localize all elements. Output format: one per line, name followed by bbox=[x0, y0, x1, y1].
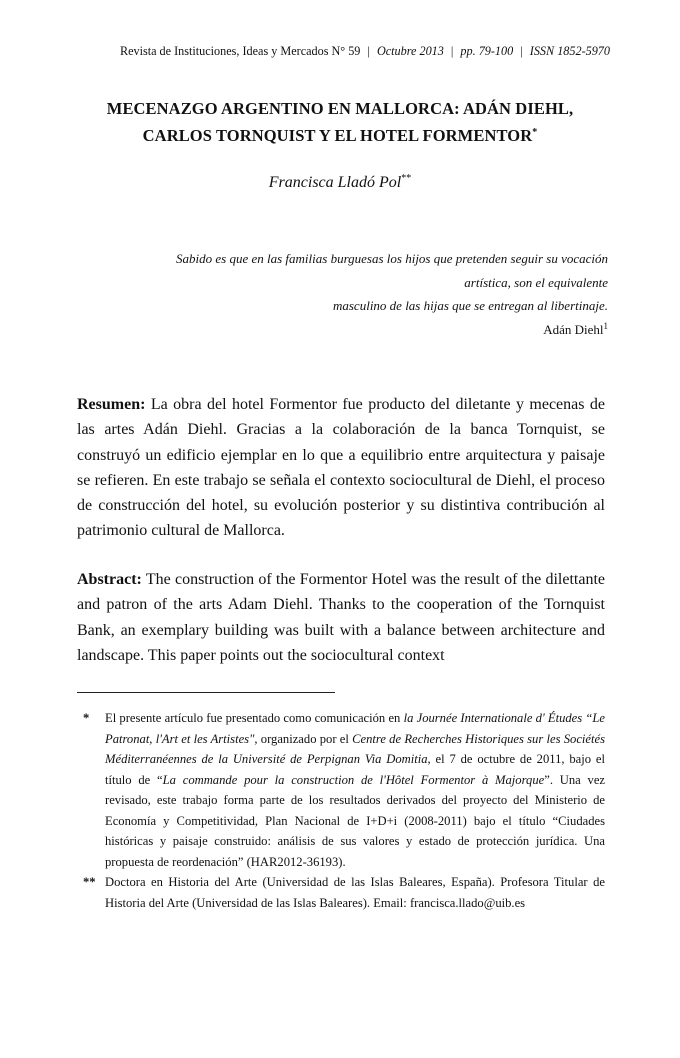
page-range: pp. 79-100 bbox=[460, 44, 514, 58]
footnote-text-run: El presente artículo fue presentado como comunicación en bbox=[105, 711, 404, 725]
title-line-1: MECENAZGO ARGENTINO EN MALLORCA: ADÁN DIEHL, bbox=[106, 99, 574, 118]
abstract-label: Abstract: bbox=[77, 571, 142, 588]
footnote-text bbox=[105, 872, 605, 913]
epigraph-attribution bbox=[100, 318, 608, 342]
issn: ISSN 1852-5970 bbox=[529, 44, 610, 58]
resumen-paragraph bbox=[77, 392, 605, 544]
epigraph-line-3: masculino de las hijas que se entregan al libertinaje. bbox=[332, 298, 608, 313]
footnote-italic-run: La commande pour la construction de l'Hôtel Formentor à Majorque bbox=[162, 772, 545, 787]
author-byline bbox=[70, 174, 610, 192]
header-separator: | bbox=[450, 44, 454, 58]
footnote-italic-run: la Journée Internationale d' Études “Le Patronat, l'Art et les Artistes" bbox=[105, 711, 605, 746]
title-footnote-mark[interactable]: * bbox=[532, 127, 538, 138]
header-separator: | bbox=[367, 44, 370, 58]
footnote-text-run: , el 7 de octubre de 2011, bajo el título de “ bbox=[105, 752, 605, 787]
abstract-text: The construction of the Formentor Hotel was the result of the dilettante and patron of the arts Adam Diehl. Thanks to the cooperation of the Tornquist Bank, an exemplary building was built with a balance between architecture and landscape. This paper points out the sociocultural context bbox=[77, 571, 605, 664]
footnote-text bbox=[105, 708, 605, 872]
footnote-double-star bbox=[77, 872, 605, 913]
epigraph bbox=[100, 247, 608, 341]
article-title bbox=[70, 95, 610, 149]
footnote-italic-run: Centre de Recherches Historiques sur les Sociétés Méditerranéennes de la Université de Perpignan Via Domitia bbox=[105, 731, 606, 766]
header-separator: | bbox=[520, 44, 523, 58]
author-name: Francisca Lladó Pol bbox=[268, 174, 402, 191]
footnote-text-run: Doctora en Historia del Arte (Universidad de las Islas Baleares, España). Profesora Titular de Historia del Arte (Universidad de las Islas Baleares). Email: francisca.llado@uib.es bbox=[105, 875, 605, 910]
epigraph-line-1: Sabido es que en las familias burguesas los hijos que pretenden seguir su vocación bbox=[176, 251, 608, 266]
abstract-paragraph bbox=[77, 567, 605, 668]
footnote-mark: ** bbox=[83, 875, 96, 889]
footnote-ref-1[interactable]: 1 bbox=[603, 320, 608, 331]
running-header bbox=[60, 44, 610, 59]
footnote-text-run: , organizado por el bbox=[254, 731, 353, 746]
author-footnote-mark[interactable]: ** bbox=[401, 173, 412, 184]
footnote-text-run: ”. Una vez revisado, este trabajo forma parte de los resultados derivados del proyecto del Ministerio de Economía y Competitividad, Plan Nacional de I+D+i (2008-2011) bajo el título “Ciudades históricas y paisaje construido: análisis de sus valores y estado de protección jurídica. Una propuesta de reordenación” (HAR2012-36193). bbox=[105, 772, 605, 869]
footnotes bbox=[77, 708, 605, 913]
resumen-text: La obra del hotel Formentor fue producto del diletante y mecenas de las artes Adán Diehl. Gracias a la colaboración de la banca Tornquist, se construyó un edificio ejemplar en lo que a equilibrio entre arquitectura y paisaje se refieren. En este trabajo se señala el contexto sociocultural de Diehl, el proceso de construcción del hotel, su evolución posterior y su distintiva contribución al patrimonio cultural de Mallorca. bbox=[77, 396, 605, 540]
footnote-mark: * bbox=[83, 711, 90, 725]
epigraph-line-2: artística, son el equivalente bbox=[464, 274, 608, 290]
issue-date: Octubre 2013 bbox=[376, 44, 444, 58]
title-line-2: CARLOS TORNQUIST Y EL HOTEL FORMENTOR bbox=[142, 126, 533, 145]
journal-name: Revista de Instituciones, Ideas y Mercados N° 59 bbox=[119, 44, 361, 58]
footnote-divider bbox=[77, 692, 335, 693]
epigraph-author: Adán Diehl bbox=[543, 321, 604, 337]
resumen-label: Resumen: bbox=[77, 396, 146, 413]
footnote-star bbox=[77, 708, 605, 872]
